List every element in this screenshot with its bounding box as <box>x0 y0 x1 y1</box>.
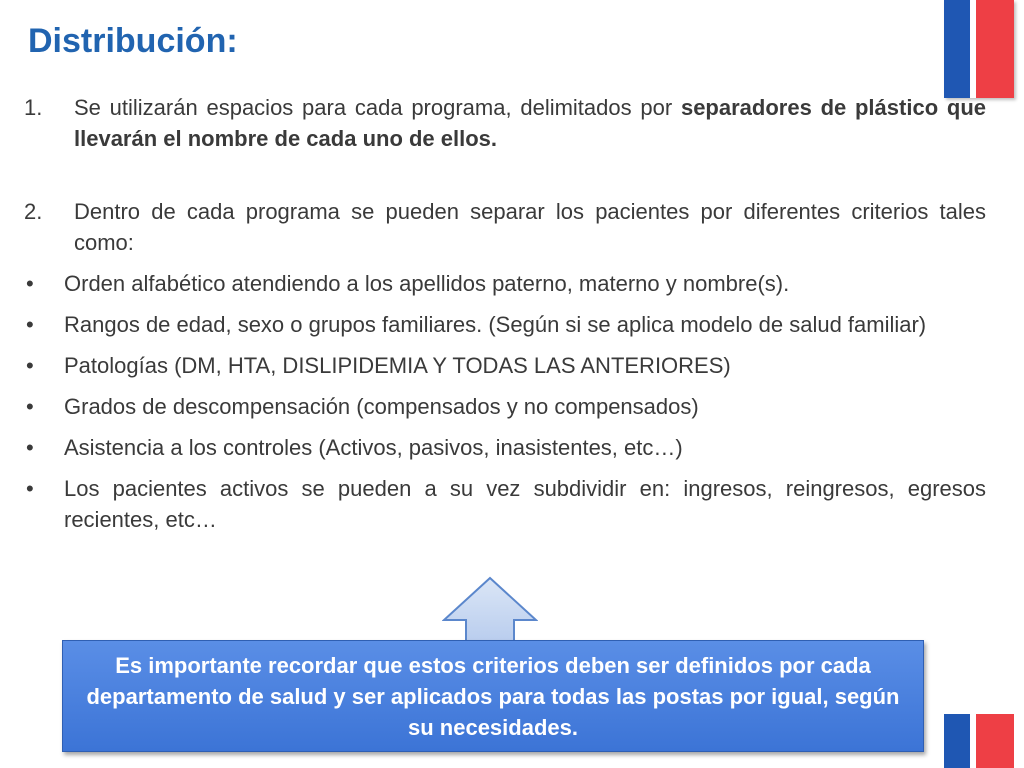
bullet-icon: • <box>26 271 34 296</box>
bullet-icon: • <box>26 353 34 378</box>
slide-body <box>24 92 986 545</box>
list-item <box>24 391 986 422</box>
list-item <box>24 309 986 340</box>
list-item <box>24 432 986 463</box>
flag-stripes-bottom <box>944 714 1014 768</box>
list-item <box>24 350 986 381</box>
bullet-list <box>24 268 986 535</box>
item-text: Dentro de cada programa se pueden separar los pacientes por diferentes criterios tales como: <box>74 199 986 255</box>
bullet-text: Patologías (DM, HTA, DISLIPIDEMIA Y TODAS LAS ANTERIORES) <box>64 353 731 378</box>
bullet-icon: • <box>26 435 34 460</box>
bullet-icon: • <box>26 394 34 419</box>
flag-stripes-top <box>944 0 1014 98</box>
item-text <box>74 92 986 154</box>
numbered-item-2 <box>24 196 986 258</box>
bullet-text: Rangos de edad, sexo o grupos familiares. (Según si se aplica modelo de salud familiar) <box>64 312 927 337</box>
bullet-icon: • <box>26 476 34 501</box>
item-text-regular: Se utilizarán espacios para cada programa, delimitados por <box>74 95 681 120</box>
item-number: 1. <box>24 95 43 120</box>
list-item <box>24 268 986 299</box>
slide-title: Distribución: <box>28 22 238 60</box>
bullet-text: Grados de descompensación (compensados y no compensados) <box>64 394 699 419</box>
item-number: 2. <box>24 199 43 224</box>
bullet-text: Orden alfabético atendiendo a los apellidos paterno, materno y nombre(s). <box>64 271 790 296</box>
list-item <box>24 473 986 535</box>
bullet-text: Asistencia a los controles (Activos, pasivos, inasistentes, etc…) <box>64 435 683 460</box>
bullet-text: Los pacientes activos se pueden a su vez subdividir en: ingresos, reingresos, egresos recientes, etc… <box>64 476 986 532</box>
callout-box: Es importante recordar que estos criterios deben ser definidos por cada departamento de salud y ser aplicados para todas las postas por igual, según su necesidades. <box>62 640 924 752</box>
item-text-bold: separadores de plástico que llevarán el nombre de cada uno de ellos. <box>74 95 987 151</box>
up-arrow-icon <box>442 576 538 642</box>
bullet-icon: • <box>26 312 34 337</box>
numbered-item-1 <box>24 92 986 154</box>
